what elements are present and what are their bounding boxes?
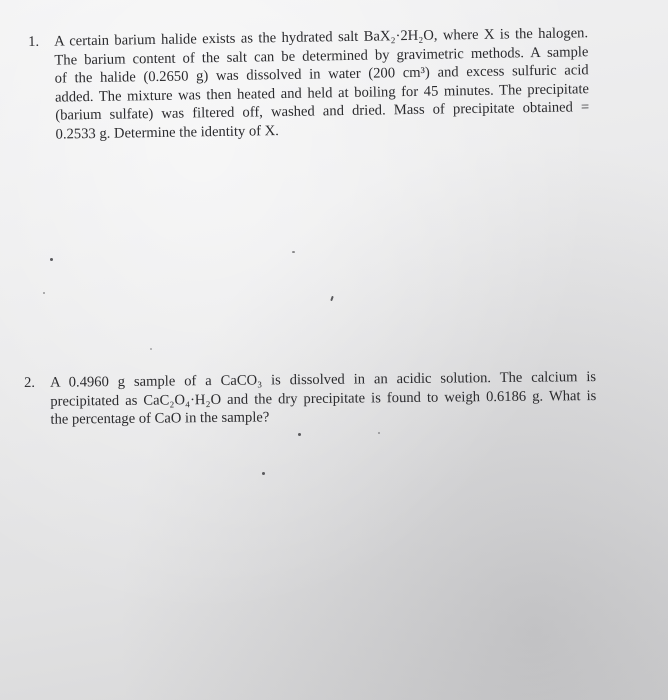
paper-speck: [43, 292, 45, 294]
question-2: [24, 368, 597, 430]
paper-speck: [292, 251, 295, 253]
question-2-number: 2.: [24, 374, 36, 391]
question-2-line: the percentage of CaO in the sample?: [50, 409, 270, 428]
question-2-line: precipitated as CaC₂O₄·H₂O and the dry precipitate is found to weigh 0.6186 g. What is: [50, 387, 597, 410]
question-1-line: The barium content of the salt can be determined by gravimetric methods. A sample: [54, 43, 589, 69]
question-2-line: A 0.4960 g sample of a CaCO₃ is dissolved in an acidic solution. The calcium is: [50, 369, 597, 391]
paper-speck: [298, 433, 301, 436]
question-1-number: 1.: [28, 33, 40, 50]
question-1-line: added. The mixture was then heated and held at boiling for 45 minutes. The precipitate: [54, 80, 590, 106]
paper-speck: [378, 432, 380, 434]
paper-speck: [262, 472, 265, 475]
paper-speck: [330, 296, 334, 301]
question-1-line: 0.2533 g. Determine the identity of X.: [55, 123, 280, 143]
question-1-text: [28, 24, 590, 144]
question-1: [28, 24, 590, 144]
question-1-line: of the halide (0.2650 g) was dissolved in water (200 cm³) and excess sulfuric acid: [54, 62, 589, 87]
paper-speck: [50, 258, 53, 261]
question-1-line: A certain barium halide exists as the hydrated salt BaX₂·2H₂O, where X is the halogen.: [54, 25, 589, 50]
question-1-line: (barium sulfate) was filtered off, washed and dried. Mass of precipitate obtained =: [55, 99, 590, 124]
question-2-text: [24, 368, 597, 430]
paper-speck: [150, 348, 152, 350]
